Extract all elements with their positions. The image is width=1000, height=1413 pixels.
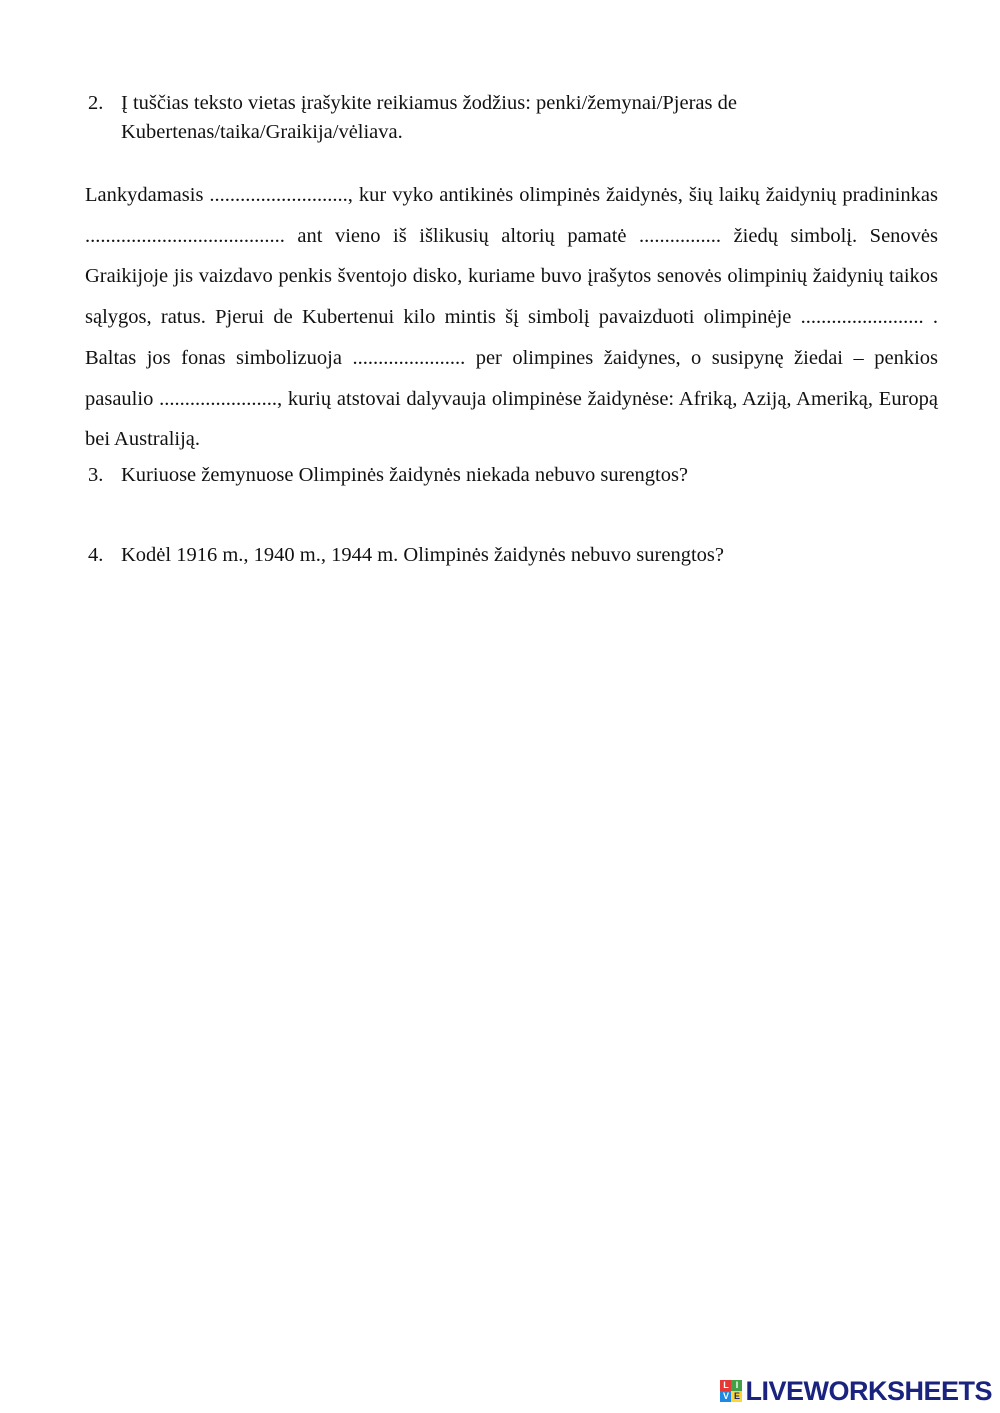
question-3-number: 3. xyxy=(88,464,104,486)
question-4-text: Kodėl 1916 m., 1940 m., 1944 m. Olimpinės žaidynės nebuvo surengtos? xyxy=(121,544,724,566)
question-3 xyxy=(88,461,948,490)
logo-letter-i: I xyxy=(731,1380,742,1391)
question-3-text: Kuriuose žemynuose Olimpinės žaidynės niekada nebuvo surengtos? xyxy=(121,464,689,486)
logo-letter-v: V xyxy=(720,1391,731,1402)
question-2-number: 2. xyxy=(88,92,104,114)
question-4 xyxy=(88,541,948,570)
brand-text: LIVEWORKSHEETS xyxy=(745,1376,992,1406)
fill-in-paragraph: Lankydamasis ..........................., kur vyko antikinės olimpinės žaidynės, šių laikų žaidynių pradininkas ....................................... ant vieno iš išlikusių altorių pamatė ................ žiedų simbolį. Senovės Graikijoje jis vaizdavo penkis šventojo disko, kuriame buvo įrašytos senovės olimpinių žaidynių taikos sąlygos, ratus. Pjerui de Kubertenui kilo mintis šį simbolį pavaizduoti olimpinėje ........................ . Baltas jos fonas simbolizuoja ...................... per olimpines žaidynes, o susipynę žiedai – penkios pasaulio ......................., kurių atstovai dalyvauja olimpinėse žaidynėse: Afriką, Aziją, Ameriką, Europą bei Australiją. xyxy=(85,184,938,451)
question-2-text: Į tuščias teksto vietas įrašykite reikiamus žodžius: penki/žemynai/Pjeras de Kubertenas/taika/Graikija/vėliava. xyxy=(121,92,737,143)
question-4-number: 4. xyxy=(88,544,104,566)
liveworksheets-brand xyxy=(720,1375,992,1407)
liveworksheets-logo-icon xyxy=(720,1380,742,1402)
logo-letter-e: E xyxy=(731,1391,742,1402)
question-2 xyxy=(88,89,948,147)
logo-letter-l: L xyxy=(720,1380,731,1391)
